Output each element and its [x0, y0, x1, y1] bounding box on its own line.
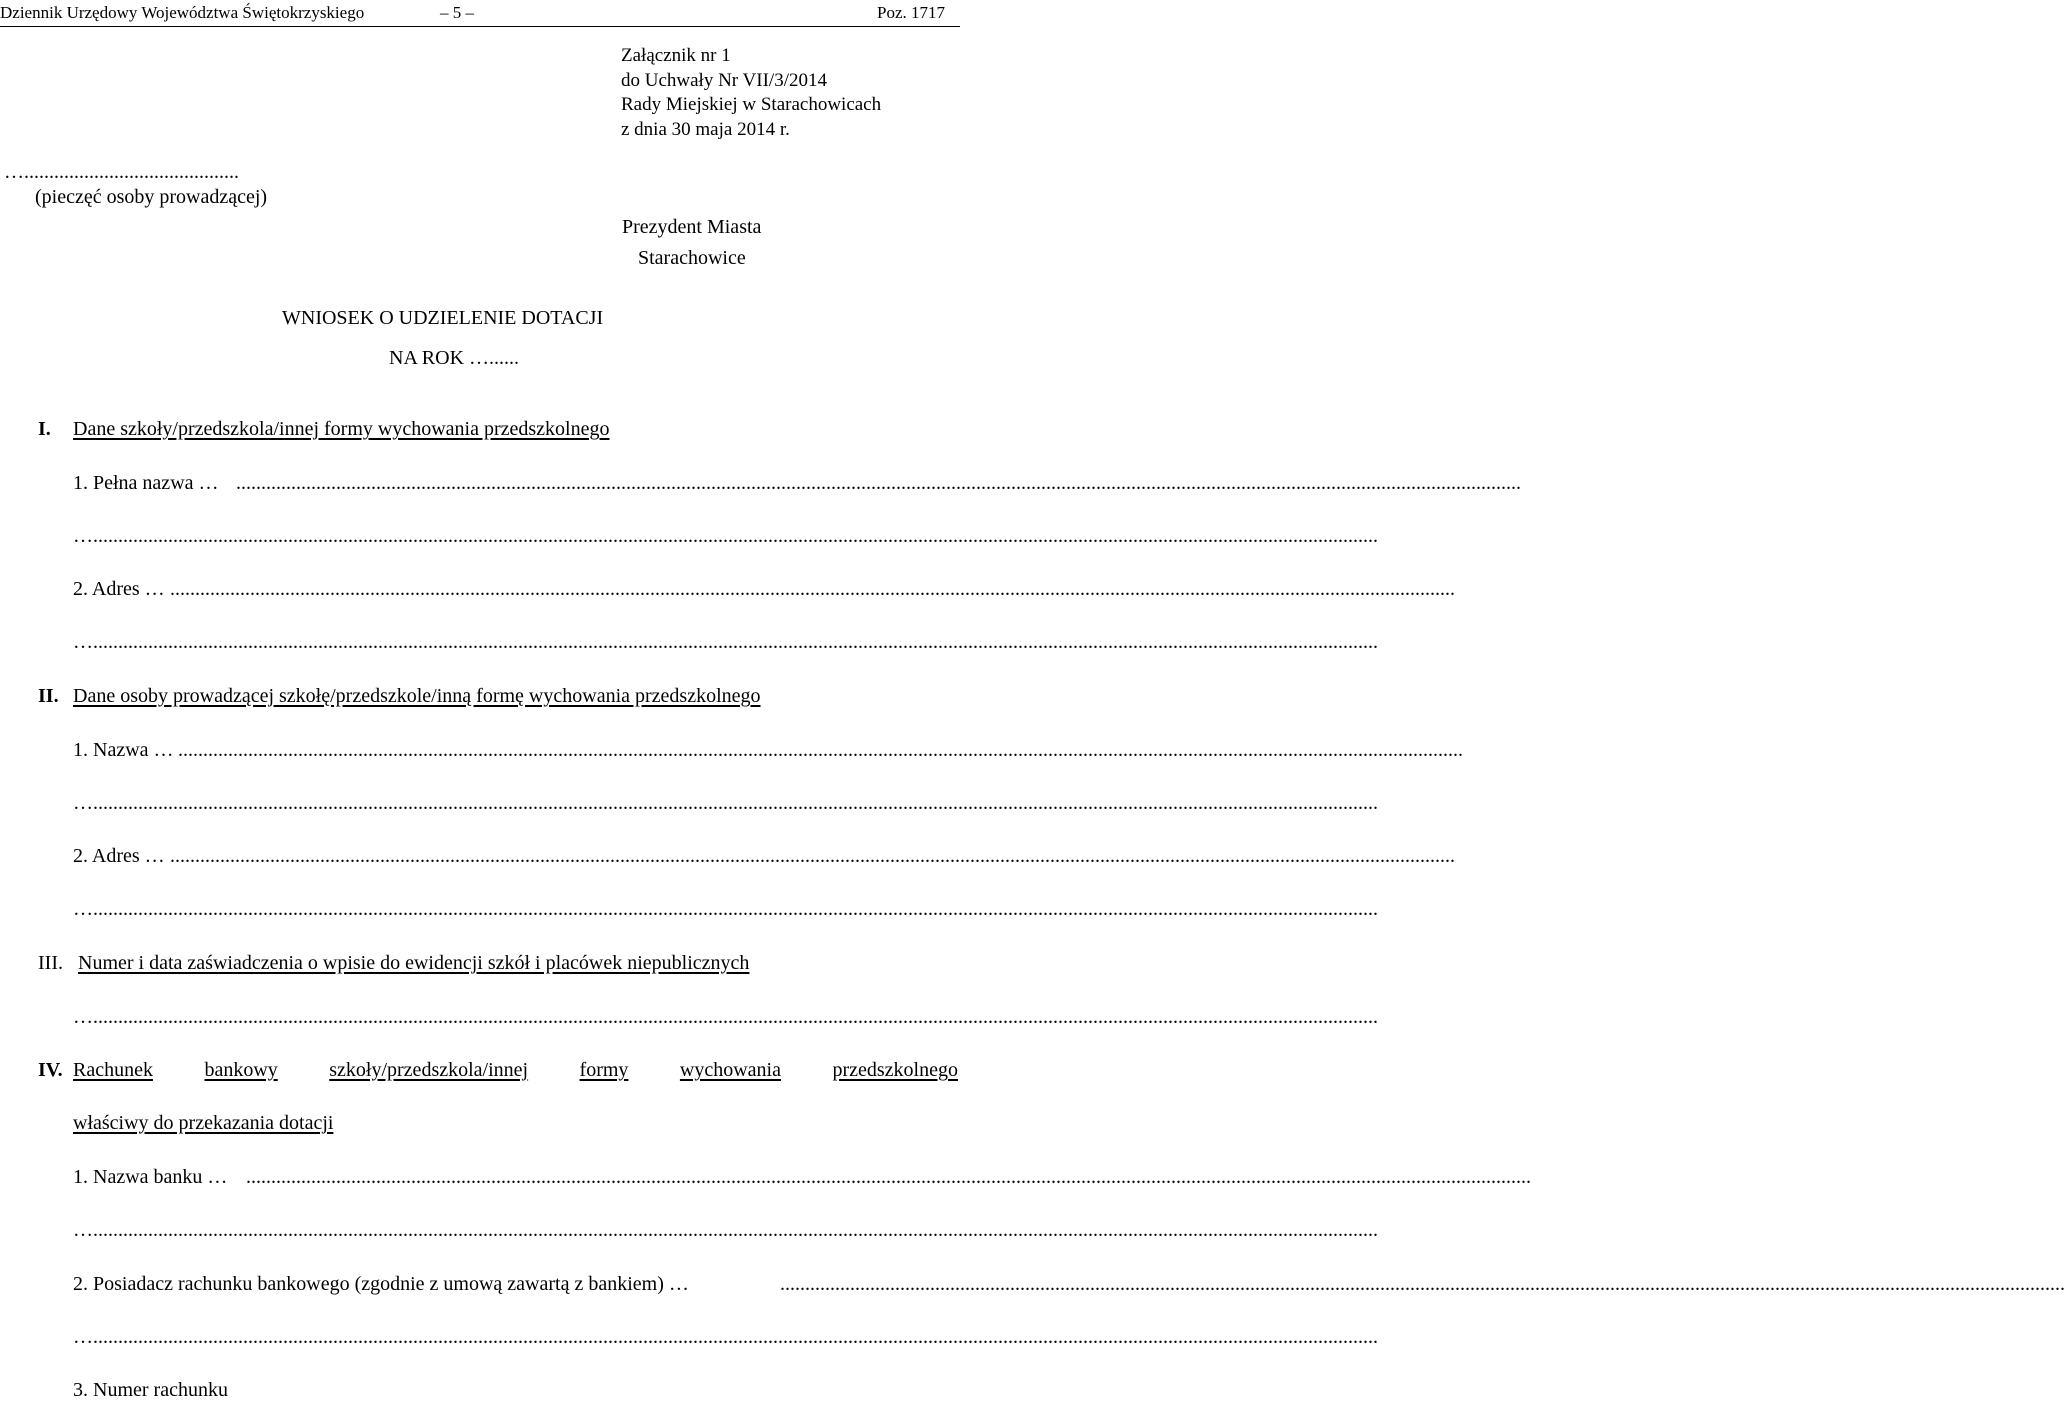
s2-name-fill-lead: … [73, 792, 93, 814]
s1-address-fill-1: ................................................................................................................................................................................................................................................................. [170, 578, 1455, 600]
stamp-dots: …........................................... [4, 161, 239, 183]
section-1-heading: Dane szkoły/przedszkola/innej formy wychowania przedszkolnego [73, 418, 610, 440]
section-3-number: III. [38, 952, 63, 974]
s1-name-label: 1. Pełna nazwa … [73, 472, 219, 494]
annex-line-4: z dnia 30 maja 2014 r. [621, 118, 790, 140]
s4-holder-fill-lead: … [73, 1326, 93, 1348]
s4-holder-fill-2: ................................................................................................................................................................................................................................................................. [93, 1326, 1378, 1348]
s4-bank-label: 1. Nazwa banku … [73, 1166, 228, 1188]
s4-word-2: bankowy [204, 1059, 278, 1081]
s1-address-fill-lead: … [73, 631, 93, 653]
annex-block [621, 44, 881, 142]
section-1-number: I. [38, 418, 51, 440]
s1-address-fill-2: ................................................................................................................................................................................................................................................................. [93, 631, 1378, 653]
s2-address-fill-2: ................................................................................................................................................................................................................................................................. [93, 898, 1378, 920]
s1-name-fill-lead: … [73, 525, 93, 547]
s3-fill-lead: … [73, 1006, 93, 1028]
stamp-label: (pieczęć osoby prowadzącej) [35, 186, 268, 208]
section-2-number: II. [38, 685, 59, 707]
s1-address-label: 2. Adres … [73, 578, 165, 600]
journal-name: Dziennik Urzędowy Województwa Świętokrzyskiego [0, 3, 365, 22]
s4-holder-label: 2. Posiadacz rachunku bankowego (zgodnie z umową zawartą z bankiem) … [73, 1273, 689, 1295]
s1-name-fill-1: ................................................................................................................................................................................................................................................................. [236, 472, 1521, 494]
annex-line-1: Załącznik nr 1 [621, 45, 731, 66]
section-3-heading: Numer i data zaświadczenia o wpisie do ewidencji szkół i placówek niepublicznych [78, 952, 750, 974]
s4-word-6: przedszkolnego [832, 1059, 958, 1081]
s4-word-1: Rachunek [73, 1059, 153, 1081]
s2-address-fill-1: ................................................................................................................................................................................................................................................................. [170, 845, 1455, 867]
s4-bank-fill-1: ................................................................................................................................................................................................................................................................. [246, 1166, 1531, 1188]
s1-name-fill-2: ................................................................................................................................................................................................................................................................. [93, 525, 1378, 547]
s4-word-4: formy [579, 1059, 629, 1081]
s4-holder-fill-1: ................................................................................................................................................................................................................................................................. [780, 1273, 2065, 1295]
s2-address-label: 2. Adres … [73, 845, 165, 867]
s4-word-5: wychowania [679, 1059, 781, 1081]
s2-address-fill-lead: … [73, 898, 93, 920]
annex-line-3: Rady Miejskiej w Starachowicach [621, 94, 882, 115]
s4-word-3: szkoły/przedszkola/innej [329, 1059, 529, 1081]
form-title: WNIOSEK O UDZIELENIE DOTACJI [282, 307, 604, 329]
s4-bank-fill-2: ................................................................................................................................................................................................................................................................. [93, 1219, 1378, 1241]
s2-name-fill-2: ................................................................................................................................................................................................................................................................. [93, 792, 1378, 814]
form-year: NA ROK …...... [389, 347, 520, 369]
position-number: Poz. 1717 [877, 3, 945, 22]
s4-bank-fill-lead: … [73, 1219, 93, 1241]
s2-name-label: 1. Nazwa … [73, 739, 174, 761]
running-header [0, 0, 960, 28]
section-2-heading: Dane osoby prowadzącej szkołę/przedszkole/inną formę wychowania przedszkolnego [73, 685, 761, 707]
section-4-heading-line-2: właściwy do przekazania dotacji [73, 1112, 334, 1134]
s2-name-fill-1: ................................................................................................................................................................................................................................................................. [178, 739, 1463, 761]
s4-account-label: 3. Numer rachunku [73, 1379, 228, 1401]
addressee-line-2: Starachowice [638, 247, 746, 269]
annex-line-2: do Uchwały Nr VII/3/2014 [621, 69, 827, 91]
header-rule [0, 26, 960, 27]
page-number: – 5 – [440, 3, 474, 22]
s3-fill: ................................................................................................................................................................................................................................................................. [93, 1006, 1378, 1028]
section-4-number: IV. [38, 1059, 63, 1081]
addressee-line-1: Prezydent Miasta [622, 216, 762, 238]
section-4-heading-line-1 [73, 1058, 958, 1082]
